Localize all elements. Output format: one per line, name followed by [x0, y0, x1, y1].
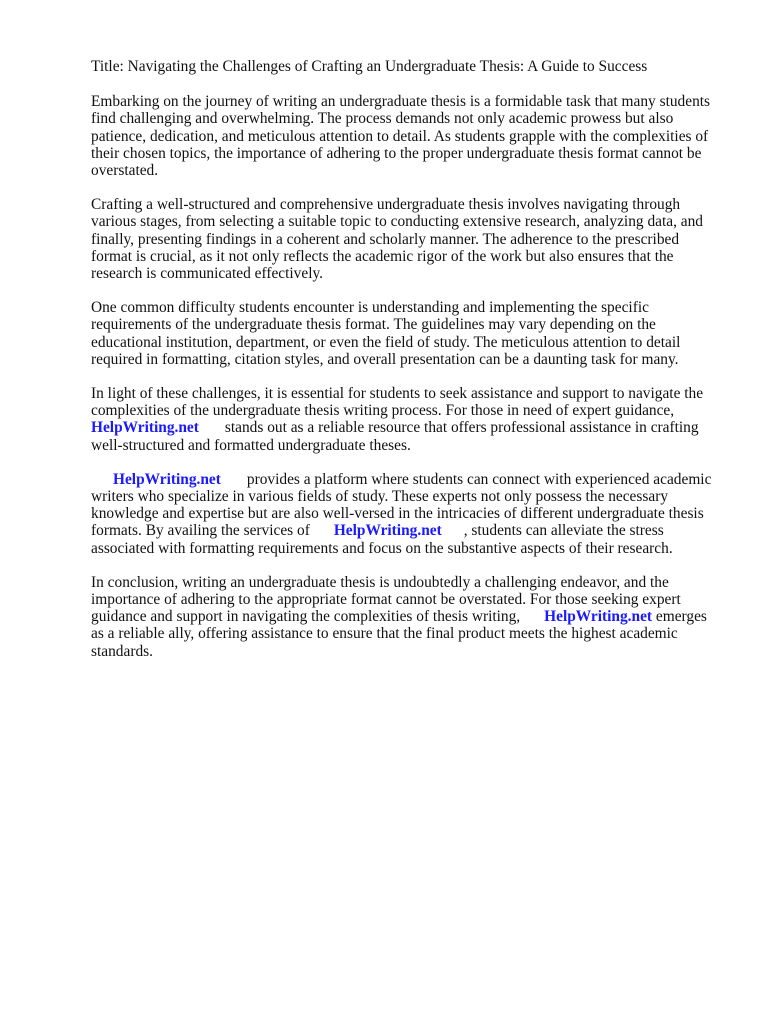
document-title: Title: Navigating the Challenges of Crafting an Undergraduate Thesis: A Guide to Success: [91, 58, 648, 75]
paragraph-5: [91, 471, 721, 557]
document-page: [91, 58, 721, 677]
paragraph-6-text-before: In conclusion, writing an undergraduate thesis is undoubtedly a challenging endeavor, and the importance of adhering to the appropriate format cannot be overstated. For those seeking expert guidance and support in navigating the complexities of thesis writing,: [91, 573, 681, 626]
paragraph-6: [91, 574, 721, 660]
paragraph-4-text-before: In light of these challenges, it is essential for students to seek assistance and support to navigate the complexities of the undergraduate thesis writing process. For those in need of expert guidance,: [91, 385, 704, 420]
helpwriting-link-3[interactable]: HelpWriting.net: [333, 522, 442, 540]
paragraph-4: [91, 385, 721, 454]
helpwriting-link-1[interactable]: HelpWriting.net: [91, 419, 199, 437]
helpwriting-link-4[interactable]: HelpWriting.net: [544, 608, 653, 626]
helpwriting-link-2[interactable]: HelpWriting.net: [113, 470, 221, 488]
paragraph-5-text-end: , students can alleviate the stress associated with formatting requirements and focus on the substantive aspects of their research.: [91, 522, 673, 557]
paragraph-2: Crafting a well-structured and comprehensive undergraduate thesis involves navigating through various stages, from selecting a suitable topic to conducting extensive research, analyzing data, and finally, presenting findings in a coherent and scholarly manner. The adherence to the prescribed format is crucial, as it not only reflects the academic rigor of the work but also ensures that the research is communicated effectively.: [91, 196, 703, 283]
paragraph-1: Embarking on the journey of writing an undergraduate thesis is a formidable task that many students find challenging and overwhelming. The process demands not only academic prowess but also patience, dedication, and meticulous attention to detail. As students grapple with the complexities of their chosen topics, the importance of adhering to the proper undergraduate thesis format cannot be overstated.: [91, 93, 711, 180]
paragraph-5-text-after-link: provides a platform where students can connect with experienced academic writers who specialize in various fields of study. These experts not only possess the necessary knowledge and expertise but are also well-versed in the intricacies of different undergraduate thesis formats. By availing the services of: [91, 470, 712, 540]
paragraph-3: One common difficulty students encounter is understanding and implementing the specific requirements of the undergraduate thesis format. The guidelines may vary depending on the educational institution, department, or even the field of study. The meticulous attention to detail required in formatting, citation styles, and overall presentation can be a daunting task for many.: [91, 299, 681, 368]
paragraph-6-text-after: emerges as a reliable ally, offering assistance to ensure that the final product meets the highest academic standards.: [91, 608, 707, 660]
paragraph-4-text-after: stands out as a reliable resource that offers professional assistance in crafting well-structured and formatted undergraduate theses.: [91, 419, 699, 454]
